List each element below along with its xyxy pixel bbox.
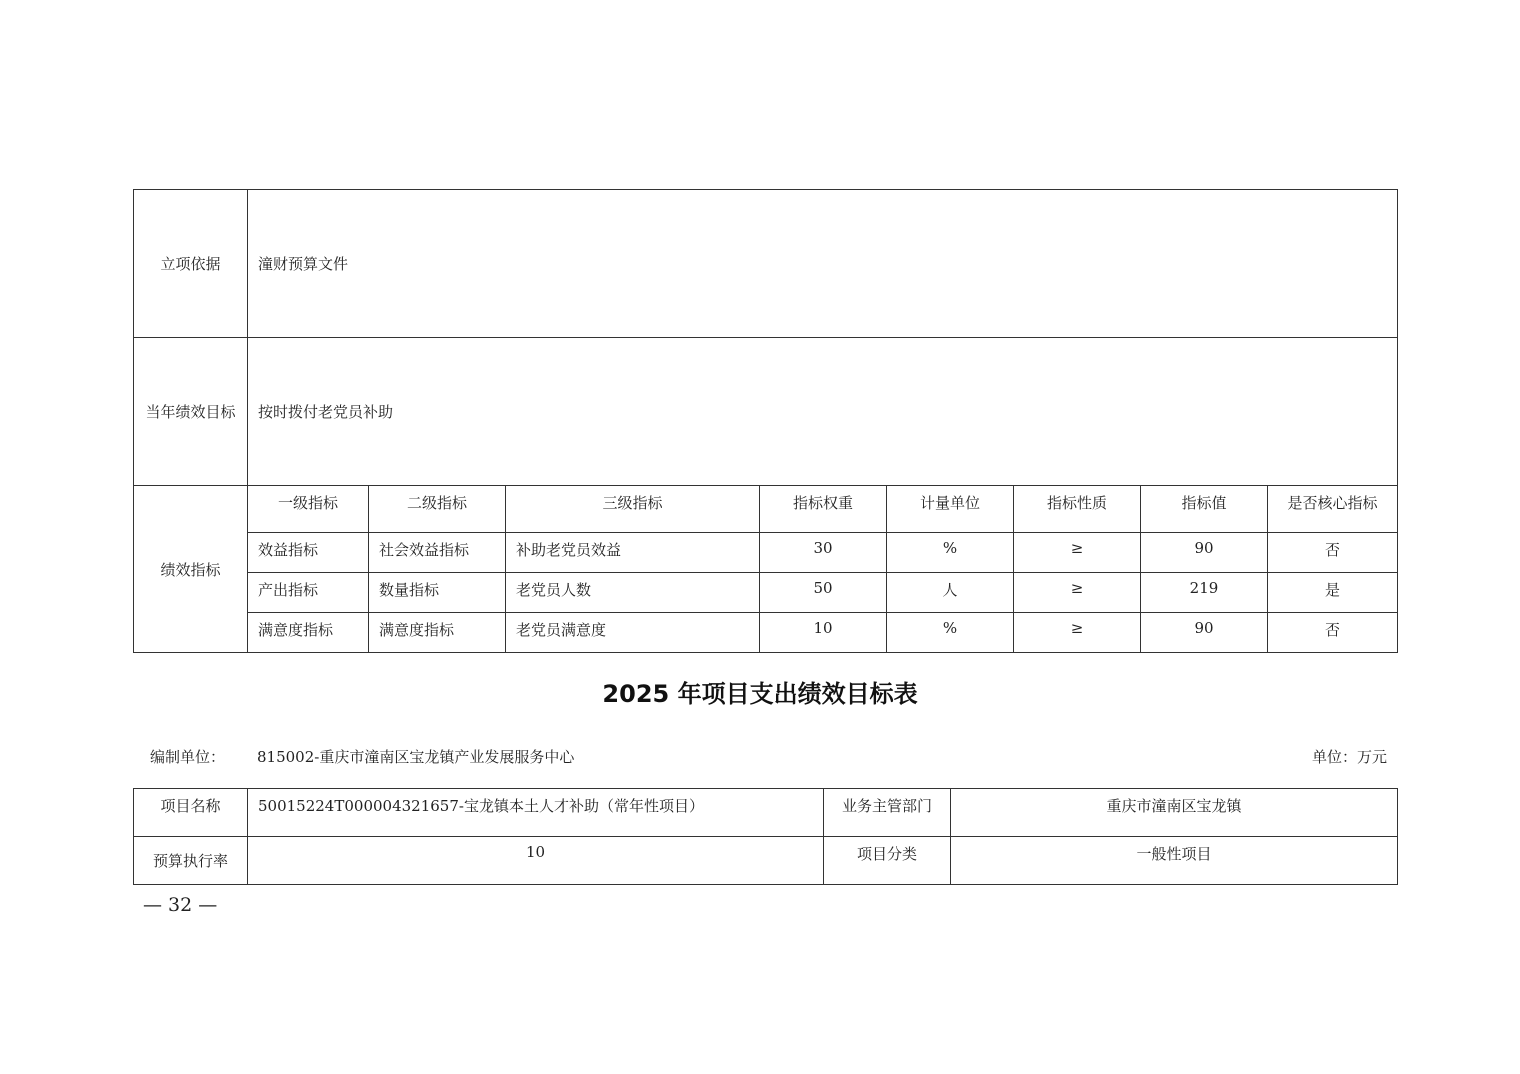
row3-weight: 10 xyxy=(760,613,887,653)
row1-unit: % xyxy=(887,533,1014,573)
row3-unit: % xyxy=(887,613,1014,653)
row2-level1: 产出指标 xyxy=(248,573,369,613)
row3-level1: 满意度指标 xyxy=(248,613,369,653)
header-level2: 二级指标 xyxy=(369,486,506,533)
dept-value: 重庆市潼南区宝龙镇 xyxy=(951,789,1398,837)
header-unit: 计量单位 xyxy=(887,486,1014,533)
row2-level3: 老党员人数 xyxy=(506,573,760,613)
dept-label: 业务主管部门 xyxy=(824,789,951,837)
header-weight: 指标权重 xyxy=(760,486,887,533)
category-value: 一般性项目 xyxy=(951,837,1398,885)
table-row xyxy=(134,613,1398,653)
header-level3: 三级指标 xyxy=(506,486,760,533)
header-core: 是否核心指标 xyxy=(1268,486,1398,533)
row2-nature: ≥ xyxy=(1014,573,1141,613)
table-row xyxy=(134,573,1398,613)
page-title: 2025 年项目支出绩效目标表 xyxy=(602,680,918,708)
unit-value: 815002-重庆市潼南区宝龙镇产业发展服务中心 xyxy=(257,748,575,766)
goal-label-text: 当年绩效目标 xyxy=(145,403,236,421)
row3-nature: ≥ xyxy=(1014,613,1141,653)
row2-level2: 数量指标 xyxy=(369,573,506,613)
row3-core: 否 xyxy=(1268,613,1398,653)
basis-label: 立项依据 xyxy=(134,190,248,338)
goal-label xyxy=(134,338,248,486)
row3-value: 90 xyxy=(1141,613,1268,653)
rate-label: 预算执行率 xyxy=(134,837,248,885)
row3-level3: 老党员满意度 xyxy=(506,613,760,653)
upper-performance-table xyxy=(133,189,1398,653)
row1-weight: 30 xyxy=(760,533,887,573)
row1-level2: 社会效益指标 xyxy=(369,533,506,573)
basis-value: 潼财预算文件 xyxy=(248,190,1398,338)
indicators-label: 绩效指标 xyxy=(134,486,248,653)
table-row xyxy=(134,533,1398,573)
row2-value: 219 xyxy=(1141,573,1268,613)
category-label: 项目分类 xyxy=(824,837,951,885)
project-name-value: 50015224T000004321657-宝龙镇本土人才补助（常年性项目） xyxy=(248,789,824,837)
row1-level3: 补助老党员效益 xyxy=(506,533,760,573)
header-level1: 一级指标 xyxy=(248,486,369,533)
row2-core: 是 xyxy=(1268,573,1398,613)
header-nature: 指标性质 xyxy=(1014,486,1141,533)
row1-value: 90 xyxy=(1141,533,1268,573)
goal-value: 按时拨付老党员补助 xyxy=(248,338,1398,486)
row3-level2: 满意度指标 xyxy=(369,613,506,653)
lower-project-table xyxy=(133,788,1398,885)
row2-unit: 人 xyxy=(887,573,1014,613)
row1-level1: 效益指标 xyxy=(248,533,369,573)
row2-weight: 50 xyxy=(760,573,887,613)
unit-label: 编制单位： xyxy=(150,748,226,766)
header-value: 指标值 xyxy=(1141,486,1268,533)
rate-value: 10 xyxy=(248,837,824,885)
row1-nature: ≥ xyxy=(1014,533,1141,573)
project-name-label: 项目名称 xyxy=(134,789,248,837)
currency-unit: 单位：万元 xyxy=(1311,748,1387,766)
page-number: — 32 — xyxy=(143,894,218,916)
row1-core: 否 xyxy=(1268,533,1398,573)
